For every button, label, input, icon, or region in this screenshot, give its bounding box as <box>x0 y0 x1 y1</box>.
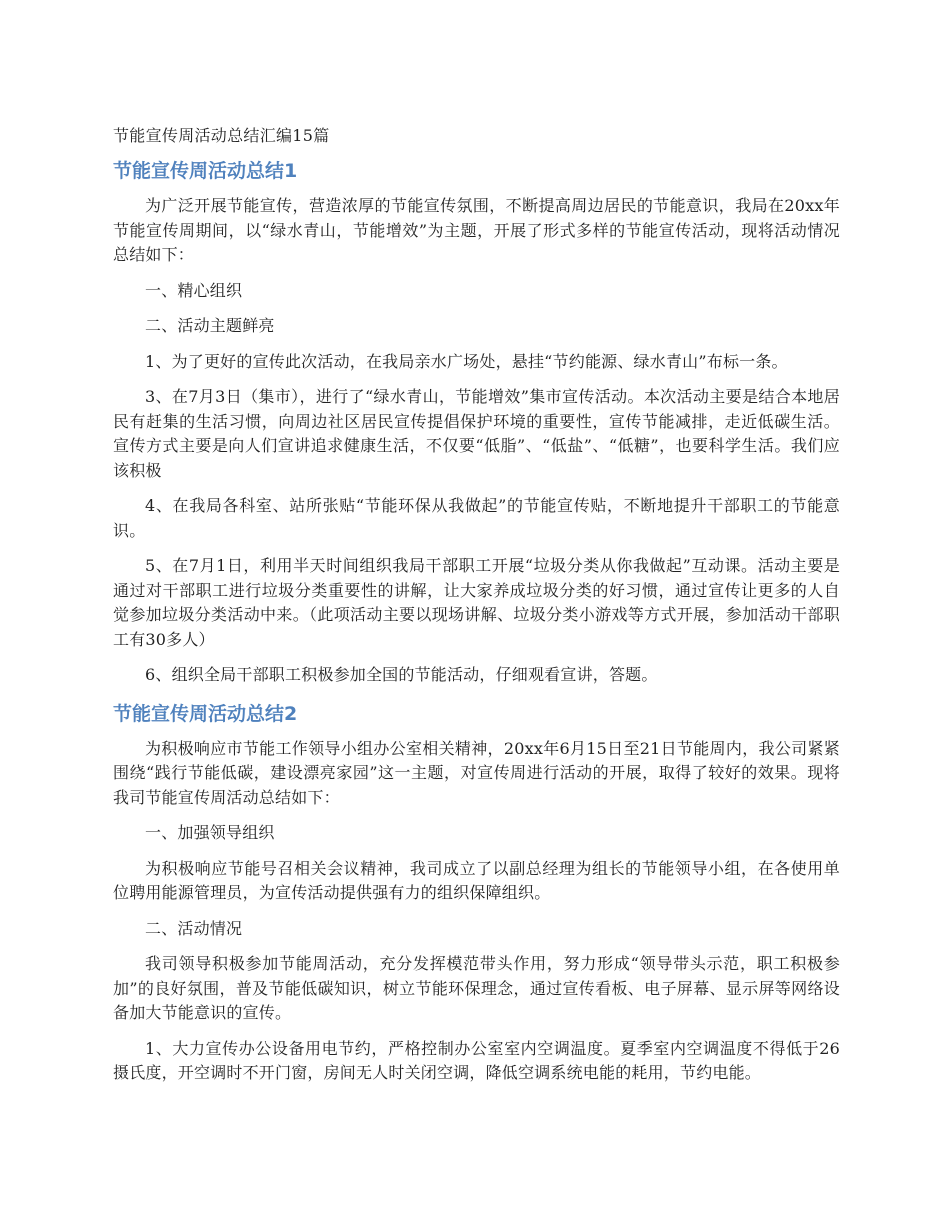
section-1 <box>113 156 840 688</box>
paragraph: 我司领导积极参加节能周活动，充分发挥模范带头作用，努力形成“领导带头示范，职工积极参加”的良好氛围，普及节能低碳知识，树立节能环保理念，通过宣传看板、电子屏幕、显示屏等网络设备加大节能意识的宣传。 <box>113 954 840 1022</box>
paragraph: 为积极响应节能号召相关会议精神，我司成立了以副总经理为组长的节能领导小组，在各使用单位聘用能源管理员，为宣传活动提供强有力的组织保障组织。 <box>113 858 840 902</box>
paragraph: 1、大力宣传办公设备用电节约，严格控制办公室室内空调温度。夏季室内空调温度不得低于26摄氏度，开空调时不开门窗，房间无人时关闭空调，降低空调系统电能的耗用，节约电能。 <box>113 1038 840 1082</box>
paragraph: 一、精心组织 <box>145 280 243 300</box>
paragraph: 二、活动主题鲜亮 <box>145 316 275 335</box>
paragraph: 二、活动情况 <box>145 918 243 938</box>
paragraph: 为积极响应市节能工作领导小组办公室相关精神，20xx年6月15日至21日节能周内，我公司紧紧围绕“践行节能低碳，建设漂亮家园”这一主题，对宣传周进行活动的开展，取得了较好的效果。现将我司节能宣传周活动总结如下： <box>113 738 840 807</box>
section-2 <box>113 699 840 1086</box>
document-title: 节能宣传周活动总结汇编15篇 <box>113 126 330 145</box>
paragraph: 为广泛开展节能宣传，营造浓厚的节能宣传氛围，不断提高周边居民的节能意识，我局在20xx年节能宣传周期间，以“绿水青山，节能增效”为主题，开展了形式多样的节能宣传活动，现将活动情况总结如下： <box>113 196 840 264</box>
paragraph: 3、在7月3日（集市），进行了“绿水青山，节能增效”集市宣传活动。本次活动主要是结合本地居民有赶集的生活习惯，向周边社区居民宣传提倡保护环境的重要性，宣传节能减排，走近低碳生活。宣传方式主要是向人们宣讲追求健康生活，不仅要“低脂”、“低盐”、“低糖”，也要科学生活。我们应该积极 <box>113 387 840 480</box>
paragraph: 6、组织全局干部职工积极参加全国的节能活动，仔细观看宣讲，答题。 <box>145 665 658 684</box>
document-page <box>113 122 840 1097</box>
section-heading: 节能宣传周活动总结1 <box>113 160 298 182</box>
paragraph: 4、在我局各科室、站所张贴“节能环保从我做起”的节能宣传贴，不断地提升干部职工的节能意识。 <box>113 496 840 540</box>
paragraph: 一、加强领导组织 <box>145 823 275 842</box>
paragraph: 1、为了更好的宣传此次活动，在我局亲水广场处，悬挂“节约能源、绿水青山”布标一条。 <box>145 351 788 371</box>
section-heading: 节能宣传周活动总结2 <box>113 702 298 725</box>
paragraph: 5、在7月1日，利用半天时间组织我局干部职工开展“垃圾分类从你我做起”互动课。活动主要是通过对干部职工进行垃圾分类重要性的讲解，让大家养成垃圾分类的好习惯，通过宣传让更多的人自觉参加垃圾分类活动中来。（此项活动主要以现场讲解、垃圾分类小游戏等方式开展，参加活动干部职工有30多人） <box>113 556 840 649</box>
